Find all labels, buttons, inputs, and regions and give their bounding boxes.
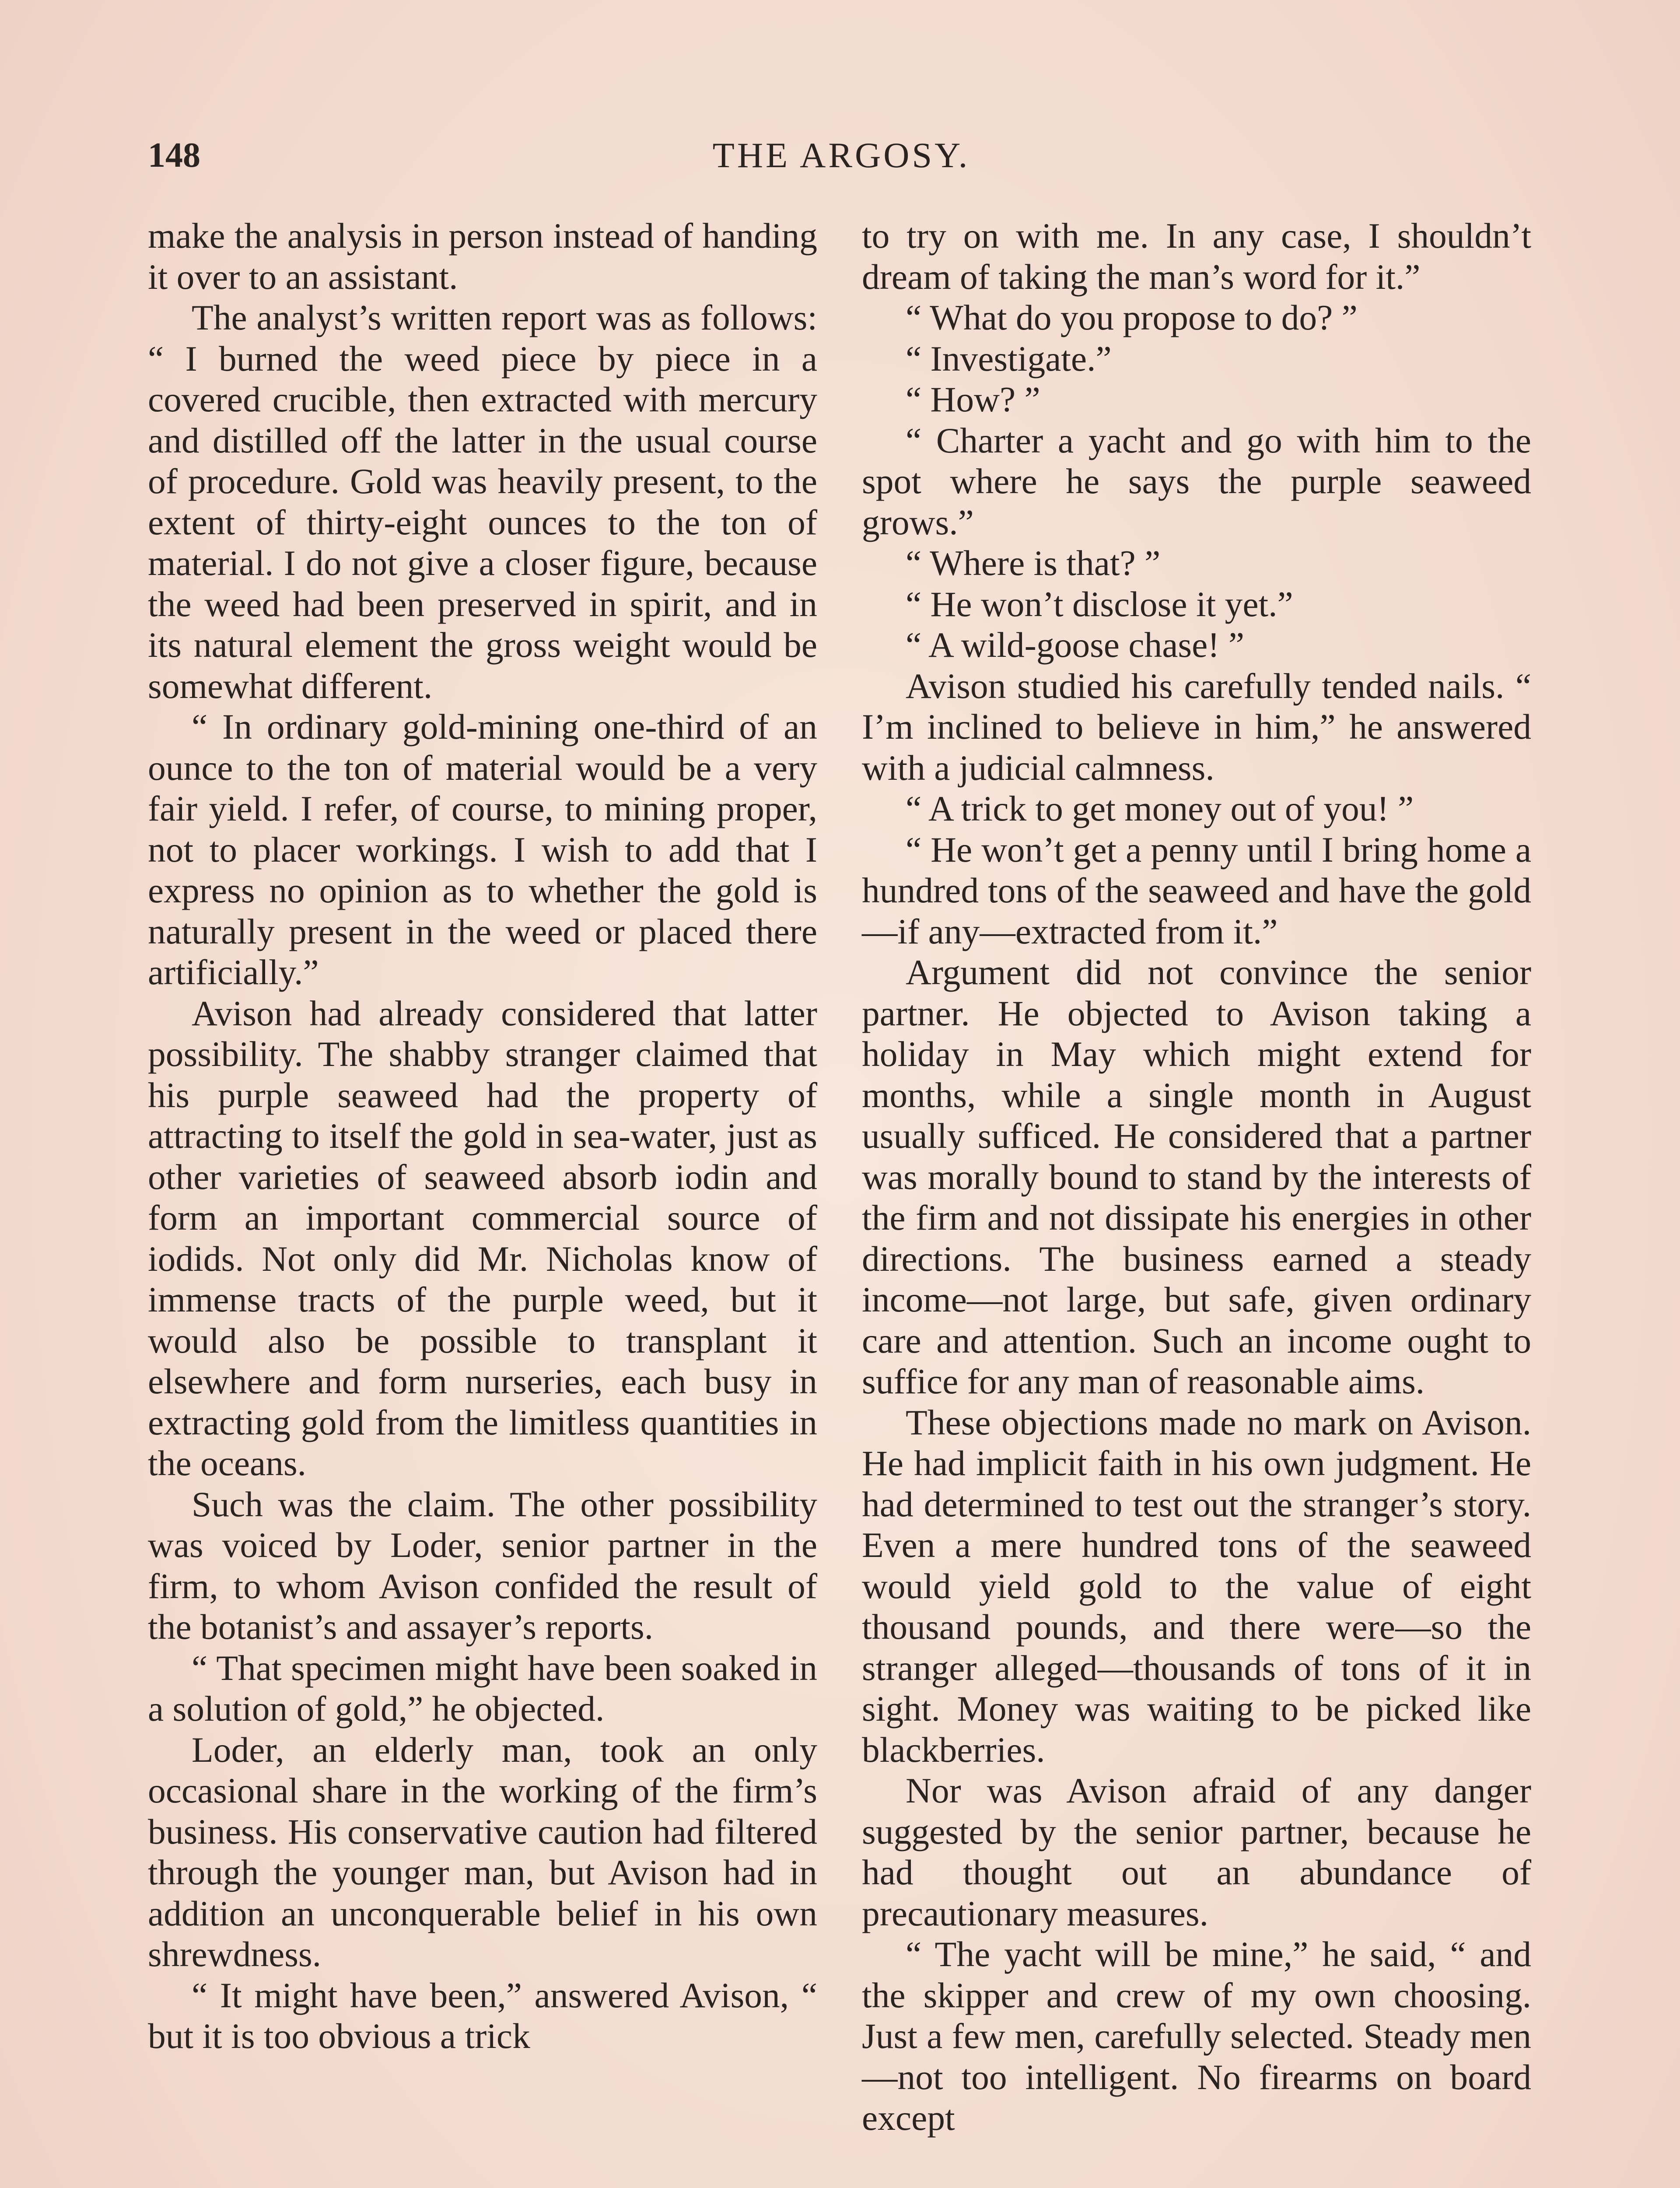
paragraph: “ Investigate.” — [906, 338, 1112, 379]
paragraph: “ Charter a yacht and go with him to the spot where he says the purple seaweed grows.” — [862, 420, 1531, 542]
left-text-column — [148, 215, 817, 2057]
paragraph: “ How? ” — [906, 379, 1040, 419]
paragraph: These objections made no mark on Avison. He had implicit faith in his own judgment. He had determined to test out the stranger’s story. Even a mere hundred tons of the seaweed would yield gold to the value of eight thousand pounds, and there were—so the stranger alleged—thousands of tons of it in sight. Money was waiting to be picked like blackberries. — [862, 1402, 1531, 1770]
paragraph: Avison had already considered that latter possibility. The shabby stranger claimed that his purple seaweed had the property of attracting to itself the gold in sea-water, just as other varieties of seaweed absorb iodin and form an important commercial source of iodids. Not only did Mr. Nicholas know of immense tracts of the purple weed, but it would also be possible to transplant it elsewhere and form nurseries, each busy in extracting gold from the limitless quantities in the oceans. — [148, 993, 817, 1483]
paragraph: “ He won’t get a penny until I bring home a hundred tons of the seaweed and have the gold—if any—extracted from it.” — [862, 829, 1531, 951]
paragraph: “ Where is that? ” — [906, 543, 1161, 583]
paragraph: to try on with me. In any case, I shouldn’t dream of taking the man’s word for it.” — [862, 216, 1531, 297]
paragraph: “ A trick to get money out of you! ” — [906, 789, 1414, 828]
paragraph: “ In ordinary gold-mining one-third of an ounce to the ton of material would be a very fair yield. I refer, of course, to mining proper, not to placer workings. I wish to add that I express no opinion as to whether the gold is naturally present in the weed or placed there artificially.” — [148, 707, 817, 992]
paragraph: Such was the claim. The other possibility was voiced by Loder, senior partner in the firm, to whom Avison confided the result of the botanist’s and assayer’s reports. — [148, 1484, 817, 1647]
running-title: THE ARGOSY. — [712, 135, 970, 175]
paragraph: The analyst’s written report was as follows: “ I burned the weed piece by piece in a covered crucible, then extracted with mercury and distilled off the latter in the usual course of procedure. Gold was heavily present, to the extent of thirty-eight ounces to the ton of material. I do not give a closer figure, because the weed had been preserved in spirit, and in its natural element the gross weight would be somewhat different. — [148, 298, 817, 706]
paragraph: “ The yacht will be mine,” he said, “ and the skipper and crew of my own choosing. Just a few men, carefully selected. Steady men—not too intelligent. No firearms on board except — [862, 1934, 1531, 2138]
right-text-column — [862, 215, 1531, 2139]
paragraph: “ What do you propose to do? ” — [906, 298, 1358, 337]
paragraph: “ It might have been,” answered Avison, “ but it is too obvious a trick — [148, 1975, 817, 2056]
paragraph: Nor was Avison afraid of any danger suggested by the senior partner, because he had thought out an abundance of precautionary measures. — [862, 1771, 1531, 1933]
page-number: 148 — [148, 136, 200, 175]
paragraph: “ He won’t disclose it yet.” — [906, 584, 1293, 624]
paragraph: “ That specimen might have been soaked in a solution of gold,” he objected. — [148, 1648, 817, 1729]
paragraph: make the analysis in person instead of handing it over to an assistant. — [148, 216, 817, 297]
paragraph: “ A wild-goose chase! ” — [906, 625, 1245, 665]
paragraph: Loder, an elderly man, took an only occasional share in the working of the firm’s business. His conservative caution had filtered through the younger man, but Avison had in addition an unconquerable belief in his own shrewdness. — [148, 1729, 817, 1974]
paragraph: Argument did not convince the senior partner. He objected to Avison taking a holiday in May which might extend for months, while a single month in August usually sufficed. He considered that a partner was morally bound to stand by the interests of the firm and not dissipate his energies in other directions. The business earned a steady income—not large, but safe, given ordinary care and attention. Such an income ought to suffice for any man of reasonable aims. — [862, 952, 1531, 1401]
page-header — [148, 131, 1535, 179]
paragraph: Avison studied his carefully tended nails. “ I’m inclined to believe in him,” he answered with a judicial calmness. — [862, 666, 1531, 788]
